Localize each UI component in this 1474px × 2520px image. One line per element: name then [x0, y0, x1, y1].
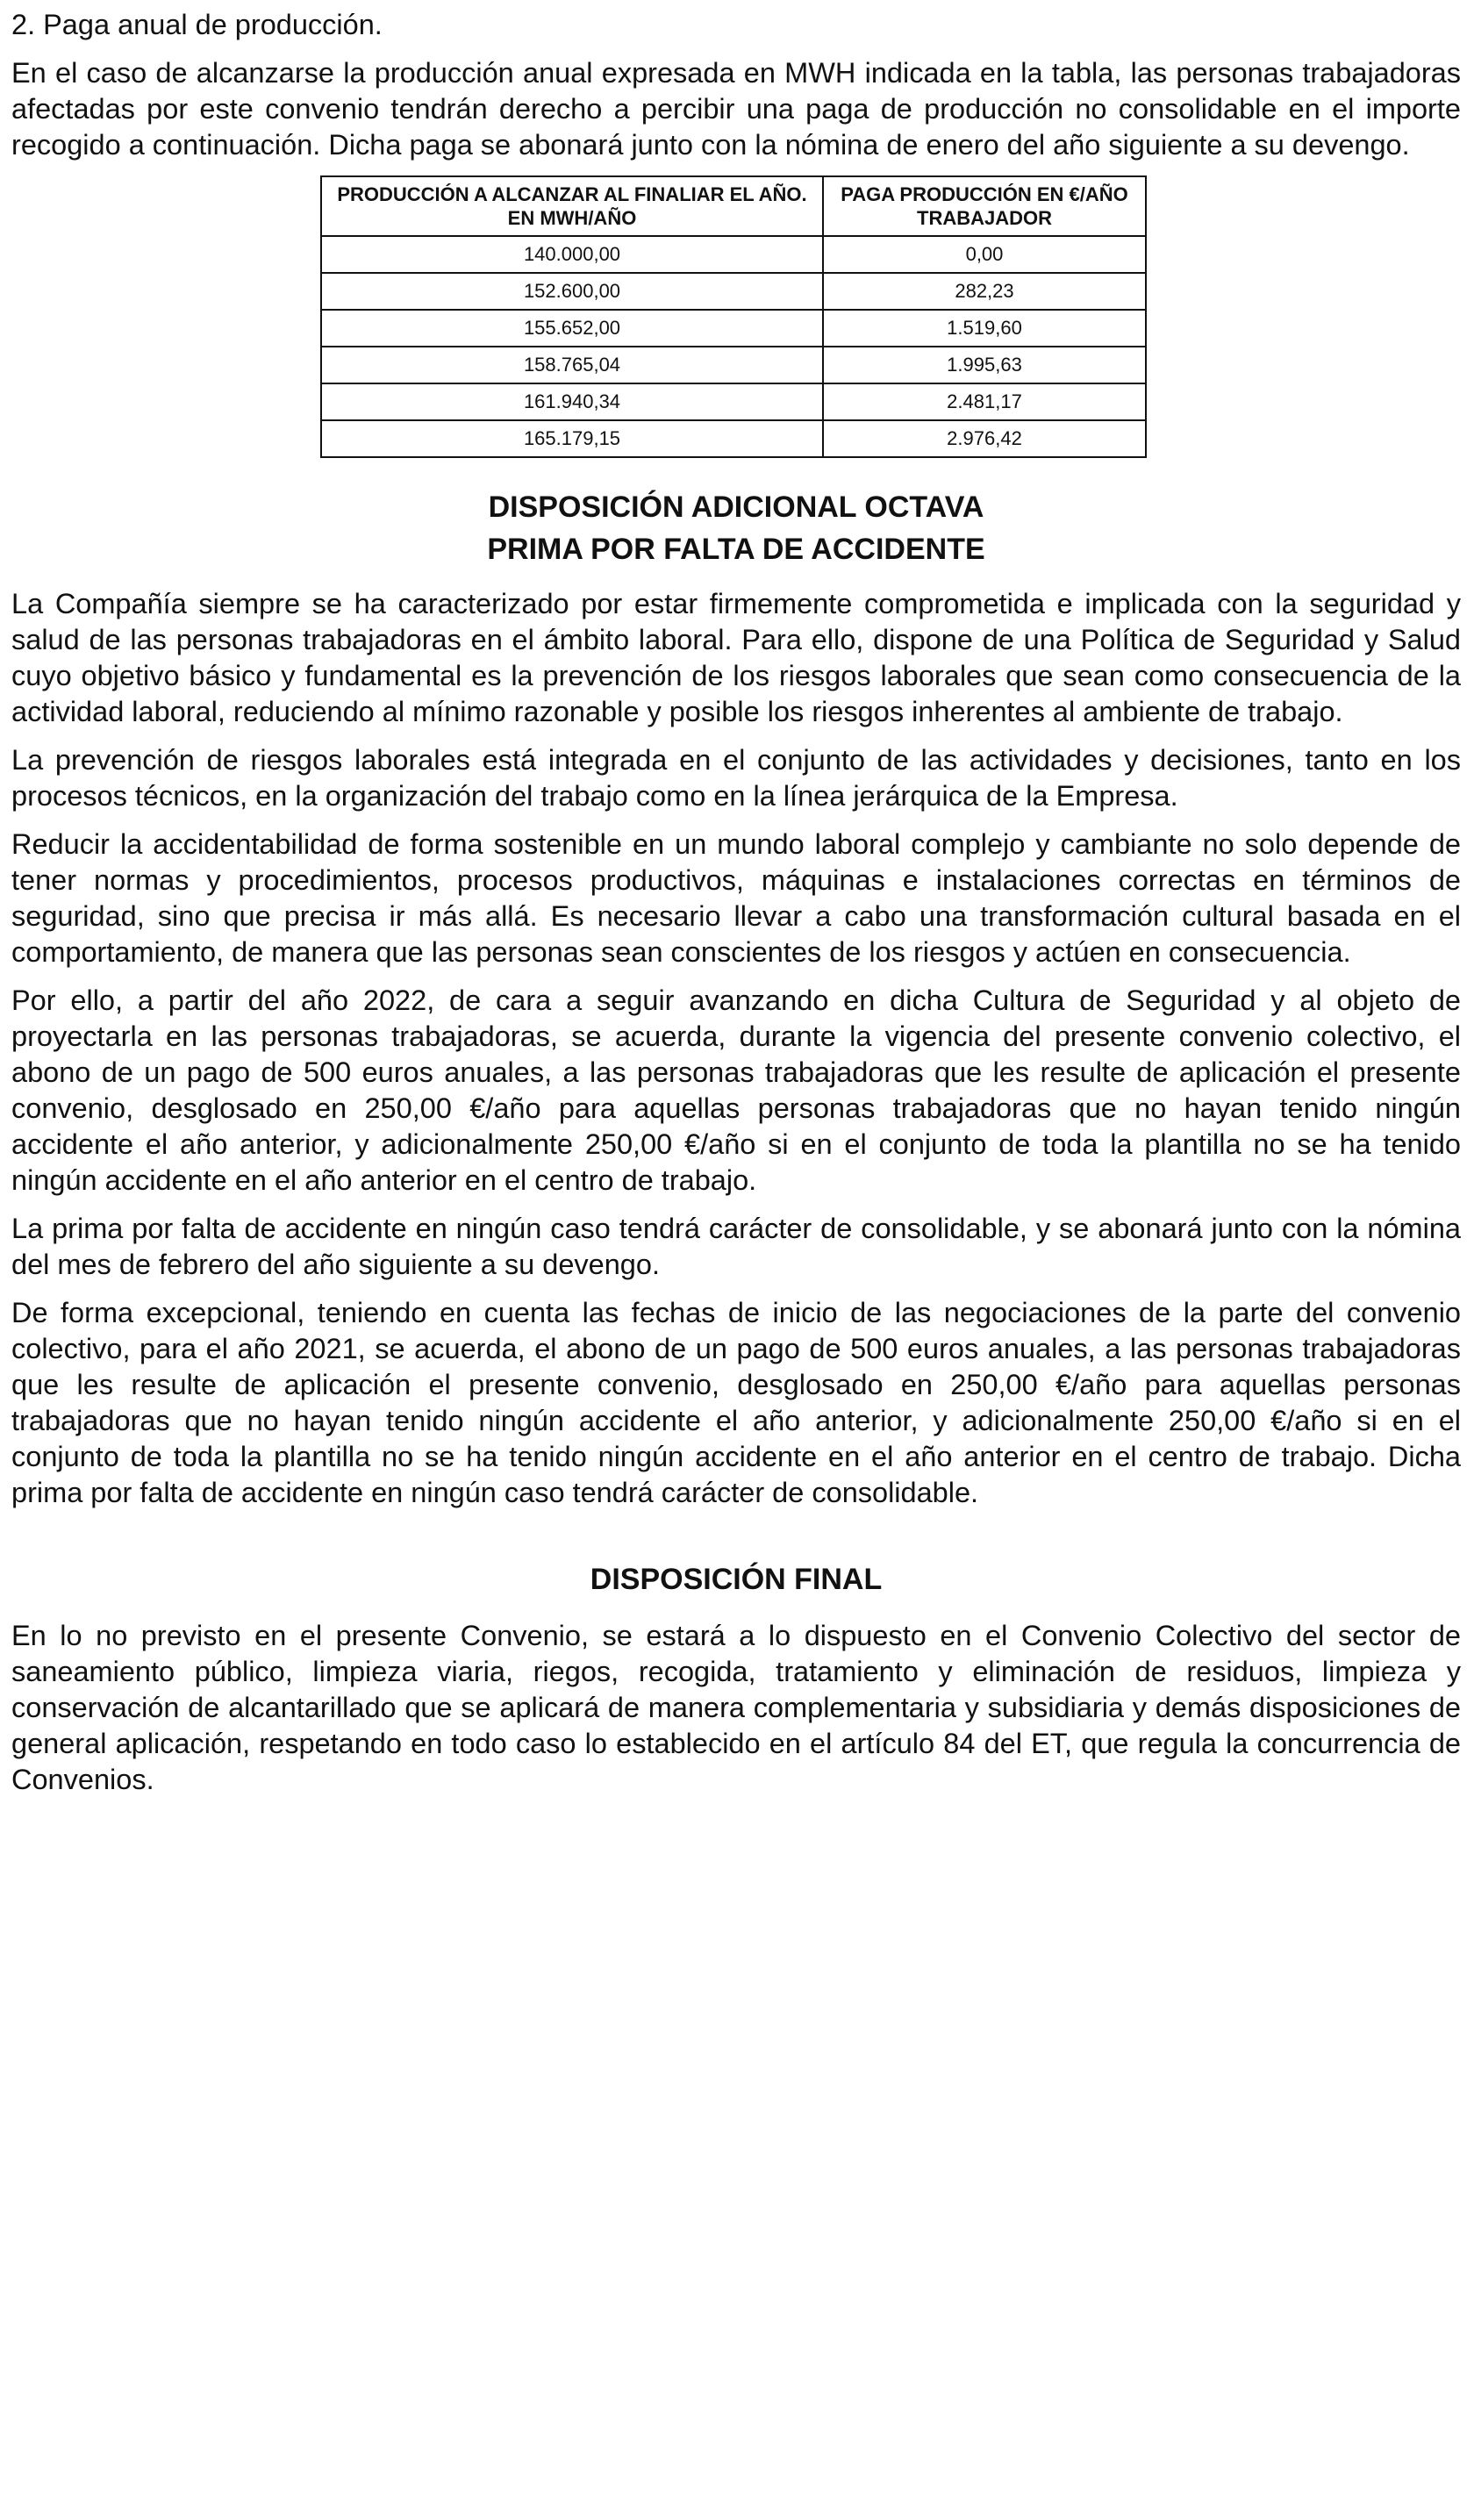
octava-paragraph-3: Reducir la accidentabilidad de forma sostenible en un mundo laboral complejo y cambiante no solo depende de tener normas y procedimientos, procesos productivos, máquinas e instalaciones correctas en términos de seguridad, sino que precisa ir más allá. Es necesario llevar a cabo una transformación cultural basada en el comportamiento, de manera que las personas sean conscientes de los riesgos y actúen en consecuencia.: [11, 828, 1461, 968]
octava-paragraph-4: Por ello, a partir del año 2022, de cara a seguir avanzando en dicha Cultura de Seguridad y al objeto de proyectarla en las personas trabajadoras, se acuerda, durante la vigencia del presente convenio colectivo, el abono de un pago de 500 euros anuales, a las personas trabajadoras que les resulte de aplicación el presente convenio, desglosado en 250,00 €/año para aquellas personas trabajadoras que no hayan tenido ningún accidente el año anterior, y adicionalmente 250,00 €/año si en el conjunto de toda la plantilla no se ha tenido ningún accidente en el año anterior en el centro de trabajo.: [11, 984, 1461, 1196]
production-pay-table: [320, 175, 1147, 458]
pay-cell: 2.481,17: [823, 383, 1146, 420]
column-header-pay: PAGA PRODUCCIÓN EN €/AÑO TRABAJADOR: [823, 176, 1146, 236]
pay-cell: 0,00: [823, 236, 1146, 273]
final-paragraph: En lo no previsto en el presente Convenio, se estará a lo dispuesto en el Convenio Colectivo del sector de saneamiento público, limpieza viaria, riegos, recogida, tratamiento y eliminación de residuos, limpieza y conservación de alcantarillado que se aplicará de manera complementaria y subsidiaria y demás disposiciones de general aplicación, respetando en todo caso lo establecido en el artículo 84 del ET, que regula la concurrencia de Convenios.: [11, 1620, 1461, 1795]
octava-paragraph-1: La Compañía siempre se ha caracterizado por estar firmemente comprometida e implicada con la seguridad y salud de las personas trabajadoras en el ámbito laboral. Para ello, dispone de una Política de Seguridad y Salud cuyo objetivo básico y fundamental es la prevención de los riesgos laborales que sean como consecuencia de la actividad laboral, reduciendo al mínimo razonable y posible los riesgos inherentes al ambiente de trabajo.: [11, 588, 1461, 727]
table-row: [321, 420, 1146, 457]
production-cell: 152.600,00: [321, 273, 823, 310]
production-cell: 161.940,34: [321, 383, 823, 420]
table-row: [321, 236, 1146, 273]
table-header-row: [321, 176, 1146, 236]
section-title-final: DISPOSICIÓN FINAL: [590, 1563, 883, 1596]
octava-paragraph-2: La prevención de riesgos laborales está integrada en el conjunto de las actividades y decisiones, tanto en los procesos técnicos, en la organización del trabajo como en la línea jerárquica de la Empresa.: [11, 744, 1461, 812]
pay-cell: 1.519,60: [823, 310, 1146, 347]
octava-paragraph-5: La prima por falta de accidente en ningún caso tendrá carácter de consolidable, y se abonará junto con la nómina del mes de febrero del año siguiente a su devengo.: [11, 1213, 1461, 1280]
section-subtitle-prima: PRIMA POR FALTA DE ACCIDENTE: [487, 533, 985, 566]
pay-cell: 2.976,42: [823, 420, 1146, 457]
production-cell: 165.179,15: [321, 420, 823, 457]
table-row: [321, 347, 1146, 383]
item-heading: 2. Paga anual de producción.: [11, 9, 383, 40]
table-row: [321, 273, 1146, 310]
production-cell: 158.765,04: [321, 347, 823, 383]
intro-paragraph: En el caso de alcanzarse la producción anual expresada en MWH indicada en la tabla, las personas trabajadoras afectadas por este convenio tendrán derecho a percibir una paga de producción no consolidable en el importe recogido a continuación. Dicha paga se abonará junto con la nómina de enero del año siguiente a su devengo.: [11, 57, 1461, 161]
section-title-octava: DISPOSICIÓN ADICIONAL OCTAVA: [488, 490, 984, 524]
octava-paragraph-6: De forma excepcional, teniendo en cuenta las fechas de inicio de las negociaciones de la parte del convenio colectivo, para el año 2021, se acuerda, el abono de un pago de 500 euros anuales, a las personas trabajadoras que les resulte de aplicación el presente convenio, desglosado en 250,00 €/año para aquellas personas trabajadoras que no hayan tenido ningún accidente el año anterior, y adicionalmente 250,00 €/año si en el conjunto de toda la plantilla no se ha tenido ningún accidente en el año anterior en el centro de trabajo. Dicha prima por falta de accidente en ningún caso tendrá carácter de consolidable.: [11, 1297, 1461, 1508]
pay-cell: 282,23: [823, 273, 1146, 310]
table-row: [321, 310, 1146, 347]
production-cell: 155.652,00: [321, 310, 823, 347]
table-row: [321, 383, 1146, 420]
pay-cell: 1.995,63: [823, 347, 1146, 383]
column-header-production: PRODUCCIÓN A ALCANZAR AL FINALIAR EL AÑO. EN MWH/AÑO: [321, 176, 823, 236]
production-cell: 140.000,00: [321, 236, 823, 273]
